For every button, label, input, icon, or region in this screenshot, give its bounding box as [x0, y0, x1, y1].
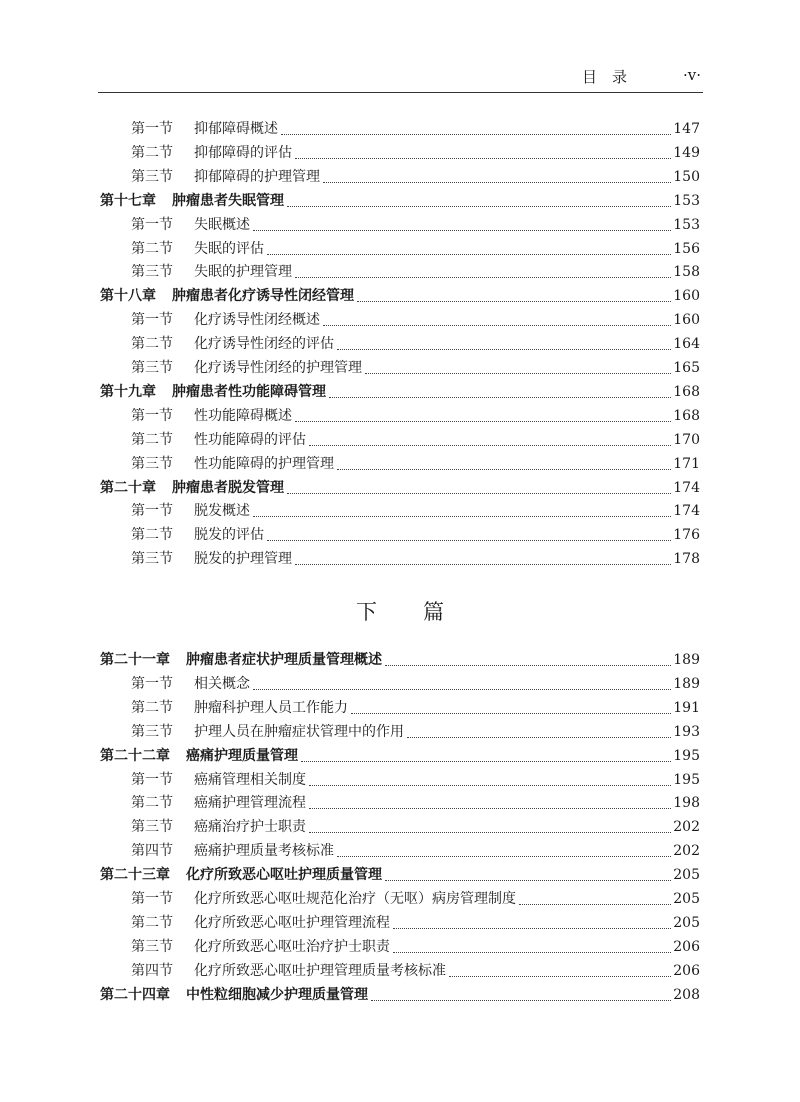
section-number: 第二节: [131, 144, 173, 161]
section-title: 性功能障碍概述: [194, 407, 292, 424]
section-number: 第一节: [131, 216, 173, 233]
leader-dots: [309, 765, 671, 786]
page-number: 195: [673, 747, 700, 764]
header-page-number: ·v·: [682, 66, 701, 84]
page-number: 174: [673, 479, 700, 496]
toc-section-row[interactable]: [0, 841, 800, 861]
leader-dots: [253, 210, 671, 231]
page-number: 153: [673, 216, 700, 233]
chapter-title: 中性粒细胞减少护理质量管理: [186, 986, 368, 1003]
page-number: 160: [673, 288, 700, 305]
toc-section-row[interactable]: [0, 262, 800, 282]
page-number: 158: [673, 264, 700, 281]
page-number: 176: [673, 527, 700, 544]
toc-section-row[interactable]: [0, 501, 800, 521]
page-number: 189: [673, 675, 700, 692]
toc-section-row[interactable]: [0, 913, 800, 933]
page-number: 174: [673, 503, 700, 520]
toc-section-row[interactable]: [0, 698, 800, 718]
leader-dots: [295, 138, 671, 159]
leader-dots: [385, 860, 671, 881]
leader-dots: [253, 496, 671, 517]
chapter-number: 第二十一章: [100, 652, 170, 668]
section-title: 相关概念: [194, 675, 250, 692]
section-title: 失眠的评估: [194, 240, 264, 257]
leader-dots: [253, 669, 671, 690]
section-number: 第三节: [131, 455, 173, 472]
section-title: 抑郁障碍的护理管理: [194, 168, 320, 185]
page-number: 205: [673, 914, 700, 931]
toc-section-row[interactable]: [0, 310, 800, 330]
leader-dots: [365, 353, 671, 374]
section-title: 癌痛护理管理流程: [194, 795, 306, 812]
chapter-title: 肿瘤患者化疗诱导性闭经管理: [172, 288, 354, 305]
toc-section-row[interactable]: [0, 889, 800, 909]
page-number: 205: [673, 891, 700, 907]
toc-chapter-row[interactable]: [0, 985, 800, 1005]
section-number: 第一节: [131, 312, 173, 329]
leader-dots: [351, 693, 671, 714]
section-title: 癌痛护理质量考核标准: [194, 843, 334, 860]
toc-section-row[interactable]: [0, 722, 800, 742]
chapter-number: 第十九章: [100, 383, 156, 400]
page-number: 205: [673, 867, 700, 884]
section-title: 癌痛治疗护士职责: [194, 819, 306, 836]
section-number: 第一节: [131, 503, 173, 520]
leader-dots: [267, 520, 671, 541]
page-number: 165: [673, 360, 700, 376]
page-number: 170: [673, 431, 700, 448]
chapter-title: 肿瘤患者失眠管理: [172, 192, 284, 209]
leader-dots: [309, 812, 671, 833]
section-title: 性功能障碍的护理管理: [194, 455, 334, 472]
section-number: 第一节: [131, 771, 173, 788]
page-number: 149: [673, 144, 700, 161]
leader-dots: [519, 884, 671, 905]
toc-section-row[interactable]: [0, 406, 800, 426]
chapter-title: 肿瘤患者症状护理质量管理概述: [186, 652, 382, 668]
toc-chapter-row[interactable]: [0, 650, 800, 670]
chapter-number: 第十八章: [100, 288, 156, 305]
page-number: 189: [673, 652, 700, 668]
chapter-title: 化疗所致恶心呕吐护理质量管理: [186, 867, 382, 884]
section-title: 化疗诱导性闭经的护理管理: [194, 360, 362, 376]
page-number: 191: [673, 699, 700, 716]
leader-dots: [287, 186, 671, 207]
leader-dots: [295, 401, 671, 422]
toc-chapter-row[interactable]: [0, 286, 800, 306]
page-number: 202: [673, 819, 700, 836]
section-number: 第三节: [131, 938, 173, 955]
leader-dots: [309, 788, 671, 809]
leader-dots: [287, 473, 671, 494]
part-title: [0, 596, 800, 626]
section-number: 第二节: [131, 914, 173, 931]
leader-dots: [267, 234, 671, 255]
section-title: 肿瘤科护理人员工作能力: [194, 699, 348, 716]
toc-section-row[interactable]: [0, 549, 800, 569]
chapter-number: 第十七章: [100, 192, 156, 209]
page-number: 208: [673, 986, 700, 1003]
leader-dots: [337, 329, 671, 350]
section-title: 抑郁障碍的评估: [194, 144, 292, 161]
toc-section-row[interactable]: [0, 215, 800, 235]
leader-dots: [393, 932, 671, 953]
section-number: 第一节: [131, 121, 173, 137]
section-title: 癌痛管理相关制度: [194, 771, 306, 788]
toc-chapter-row[interactable]: [0, 382, 800, 402]
section-number: 第三节: [131, 168, 173, 185]
section-number: 第一节: [131, 407, 173, 424]
page-number: 150: [673, 168, 700, 185]
page-number: 160: [673, 312, 700, 329]
leader-dots: [449, 956, 671, 977]
toc-section-row[interactable]: [0, 334, 800, 354]
part-title-char-2: 篇: [423, 600, 444, 624]
section-title: 化疗所致恶心呕吐治疗护士职责: [194, 938, 390, 955]
leader-dots: [281, 114, 671, 135]
section-title: 失眠的护理管理: [194, 264, 292, 281]
page-number: 156: [673, 240, 700, 257]
page-number: 147: [673, 121, 700, 137]
section-number: 第二节: [131, 699, 173, 716]
section-number: 第一节: [131, 891, 173, 907]
chapter-number: 第二十二章: [100, 747, 170, 764]
header-title: 目 录: [581, 68, 627, 86]
page-number: 193: [673, 723, 700, 740]
page-number: 195: [673, 771, 700, 788]
section-title: 化疗诱导性闭经的评估: [194, 336, 334, 353]
leader-dots: [309, 425, 671, 446]
toc-section-row[interactable]: [0, 119, 800, 139]
chapter-title: 肿瘤患者性功能障碍管理: [172, 383, 326, 400]
section-number: 第三节: [131, 723, 173, 740]
toc-chapter-row[interactable]: [0, 478, 800, 498]
toc-section-row[interactable]: [0, 167, 800, 187]
chapter-number: 第二十章: [100, 479, 156, 496]
toc-section-row[interactable]: [0, 430, 800, 450]
leader-dots: [337, 449, 671, 470]
section-title: 抑郁障碍概述: [194, 121, 278, 137]
section-title: 化疗诱导性闭经概述: [194, 312, 320, 329]
toc-section-row[interactable]: [0, 793, 800, 813]
toc-chapter-row[interactable]: [0, 865, 800, 885]
section-title: 性功能障碍的评估: [194, 431, 306, 448]
page-number: 202: [673, 843, 700, 860]
toc-chapter-row[interactable]: [0, 191, 800, 211]
section-title: 化疗所致恶心呕吐护理管理质量考核标准: [194, 962, 446, 979]
section-number: 第二节: [131, 240, 173, 257]
section-number: 第四节: [131, 843, 173, 860]
page-number: 168: [673, 383, 700, 400]
toc-chapter-row[interactable]: [0, 746, 800, 766]
leader-dots: [295, 257, 671, 278]
page-number: 206: [673, 962, 700, 979]
toc-section-row[interactable]: [0, 143, 800, 163]
toc-section-row[interactable]: [0, 525, 800, 545]
section-number: 第二节: [131, 336, 173, 353]
section-number: 第二节: [131, 527, 173, 544]
section-number: 第二节: [131, 795, 173, 812]
section-number: 第三节: [131, 264, 173, 281]
leader-dots: [357, 281, 671, 302]
toc-section-row[interactable]: [0, 239, 800, 259]
section-title: 脱发的评估: [194, 527, 264, 544]
leader-dots: [371, 980, 671, 1001]
toc-section-row[interactable]: [0, 454, 800, 474]
section-title: 脱发的护理管理: [194, 551, 292, 568]
leader-dots: [323, 162, 671, 183]
section-title: 护理人员在肿瘤症状管理中的作用: [194, 723, 404, 740]
page-number: 168: [673, 407, 700, 424]
section-title: 失眠概述: [194, 216, 250, 233]
chapter-number: 第二十三章: [100, 867, 170, 884]
toc-section-row[interactable]: [0, 674, 800, 694]
leader-dots: [385, 645, 671, 666]
leader-dots: [393, 908, 671, 929]
section-number: 第三节: [131, 551, 173, 568]
section-number: 第三节: [131, 819, 173, 836]
page-number: 153: [673, 192, 700, 209]
section-title: 化疗所致恶心呕吐护理管理流程: [194, 914, 390, 931]
toc-section-row[interactable]: [0, 358, 800, 378]
leader-dots: [295, 544, 671, 565]
leader-dots: [323, 305, 671, 326]
chapter-title: 肿瘤患者脱发管理: [172, 479, 284, 496]
page-number: 171: [673, 455, 700, 472]
section-title: 脱发概述: [194, 503, 250, 520]
running-header: [98, 66, 703, 93]
section-number: 第四节: [131, 962, 173, 979]
page-number: 198: [673, 795, 700, 812]
leader-dots: [407, 717, 671, 738]
toc-section-row[interactable]: [0, 937, 800, 957]
leader-dots: [329, 377, 671, 398]
leader-dots: [337, 836, 671, 857]
page-number: 164: [673, 336, 700, 353]
page-number: 206: [673, 938, 700, 955]
toc-section-row[interactable]: [0, 817, 800, 837]
toc-section-row[interactable]: [0, 770, 800, 790]
leader-dots: [301, 741, 671, 762]
section-number: 第一节: [131, 675, 173, 692]
chapter-number: 第二十四章: [100, 986, 170, 1003]
part-title-char-1: 下: [356, 600, 377, 624]
section-number: 第二节: [131, 431, 173, 448]
section-number: 第三节: [131, 360, 173, 376]
section-title: 化疗所致恶心呕吐规范化治疗（无呕）病房管理制度: [194, 891, 516, 907]
chapter-title: 癌痛护理质量管理: [186, 747, 298, 764]
toc-section-row[interactable]: [0, 961, 800, 981]
page-number: 178: [673, 551, 700, 568]
